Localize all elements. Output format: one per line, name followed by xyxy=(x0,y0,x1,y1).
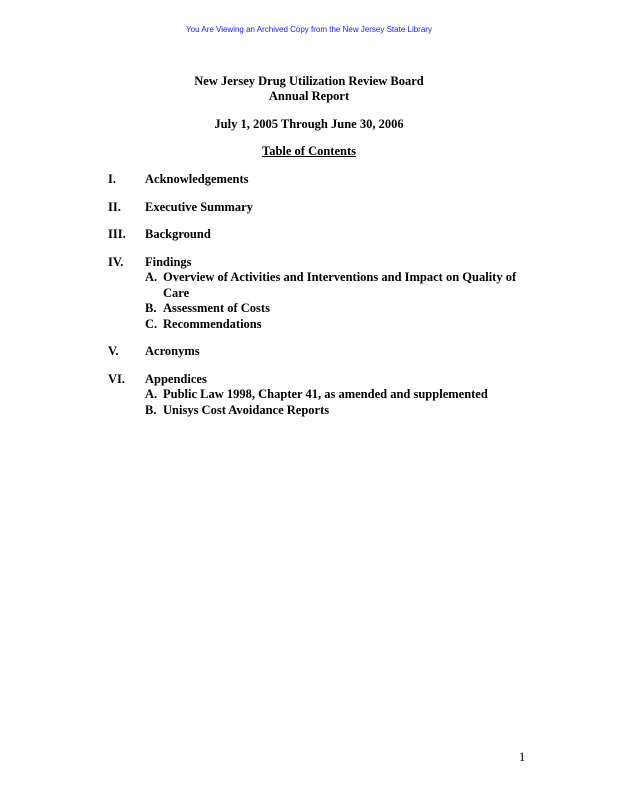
toc-subsection-letter: B. xyxy=(145,301,157,315)
toc-section-numeral: V. xyxy=(108,344,119,358)
toc-section-body xyxy=(145,255,528,333)
toc-subsection-text: Assessment of Costs xyxy=(163,301,270,315)
page-number: 1 xyxy=(519,750,526,764)
toc-section xyxy=(108,200,528,216)
report-title-line-2: Annual Report xyxy=(268,89,350,103)
report-date-range: July 1, 2005 Through June 30, 2006 xyxy=(214,117,404,131)
toc-subsection-text: Recommendations xyxy=(163,316,262,331)
toc-heading: Table of Contents xyxy=(262,144,356,158)
toc-section-title: Background xyxy=(145,227,211,241)
toc-section-numeral: IV. xyxy=(108,254,124,269)
toc-subsection-letter: B. xyxy=(145,402,157,417)
toc-section xyxy=(108,372,528,419)
toc-subsection-text: Unisys Cost Avoidance Reports xyxy=(163,402,330,417)
toc-subsection xyxy=(145,387,528,403)
toc-subsection xyxy=(145,301,528,317)
report-title-line-1: New Jersey Drug Utilization Review Board xyxy=(194,74,424,88)
toc-section-numeral: I. xyxy=(108,172,116,186)
toc-section-title: Executive Summary xyxy=(145,199,253,214)
toc-section xyxy=(108,344,528,360)
report-title xyxy=(0,74,618,104)
toc-subsection xyxy=(145,403,528,419)
toc-section-title: Acknowledgements xyxy=(145,172,249,186)
toc-section-title: Findings xyxy=(145,254,192,269)
toc-section-numeral: II. xyxy=(108,199,121,214)
toc-section-body xyxy=(145,372,528,419)
toc-subsection xyxy=(145,270,528,301)
toc-subsection xyxy=(145,317,528,333)
toc-section-numeral: III. xyxy=(108,227,126,241)
toc-subsection-text: Overview of Activities and Interventions and Impact on Quality of Care xyxy=(163,270,517,300)
toc-section-title: Acronyms xyxy=(145,344,200,358)
toc-section xyxy=(108,255,528,333)
toc-subsection-text: Public Law 1998, Chapter 41, as amended and supplemented xyxy=(163,387,488,401)
toc-subsection-letter: A. xyxy=(145,270,158,284)
archive-banner: You Are Viewing an Archived Copy from the New Jersey State Library xyxy=(186,25,432,34)
toc-subsection-letter: C. xyxy=(145,316,158,331)
toc-section xyxy=(108,172,528,188)
toc-subsection-letter: A. xyxy=(145,387,158,401)
toc-section xyxy=(108,227,528,243)
toc-section-numeral: VI. xyxy=(108,371,126,386)
table-of-contents xyxy=(108,172,528,430)
toc-section-title: Appendices xyxy=(145,371,207,386)
